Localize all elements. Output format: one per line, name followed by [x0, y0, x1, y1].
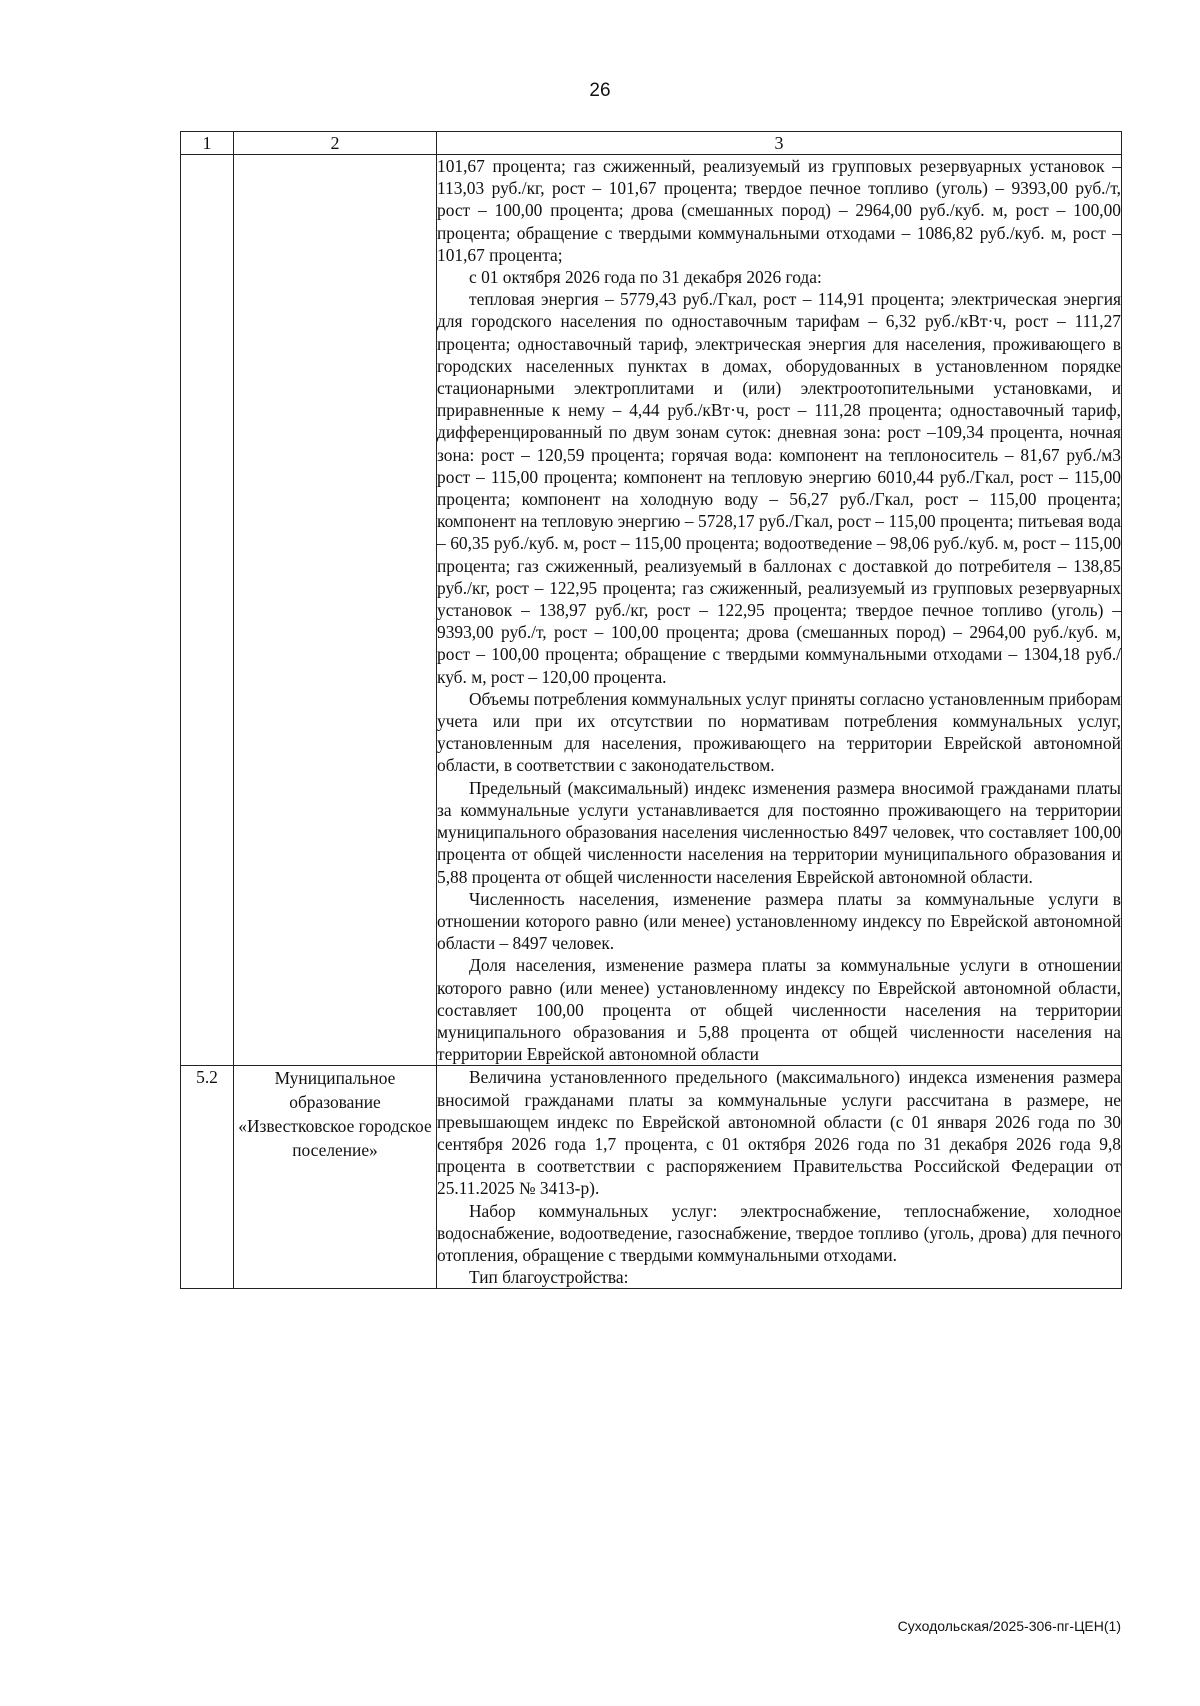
paragraph: 101,67 процента; газ сжиженный, реализуемый из групповых резервуарных установок – 113,03 руб./кг, рост – 101,67 процента; твердое печное топливо (уголь) – 9393,00 руб./т, рост – 100,00 процента; дрова (смешанных пород) – 2964,00 руб./куб. м, рост – 100,00 процента; обращение с твердыми коммунальными отходами – 1086,82 руб./куб. м, рост – 101,67 процента;: [437, 156, 1121, 265]
document-code: Суходольская/2025-306-пг-ЦЕН(1): [897, 1618, 1121, 1634]
paragraph: Предельный (максимальный) индекс изменения размера вносимой гражданами платы за коммунальные услуги устанавливается для постоянно проживающего на территории муниципального образования населения численностью 8497 человек, что составляет 100,00 процента от общей численности населения на территории муниципального образования и 5,88 процента от общей численности населения Еврейской автономной области.: [437, 777, 1121, 887]
page-number: 26: [589, 80, 611, 101]
paragraph: Доля населения, изменение размера платы за коммунальные услуги в отношении которого равно (или менее) установленному индексу по Еврейской автономной области, составляет 100,00 процента от общей численности населения на территории муниципального образования и 5,88 процента от общей численности населения на территории Еврейской автономной области: [437, 955, 1121, 1065]
row-5-2-text-cell: [437, 1066, 1122, 1289]
municipality-name: Муниципальное образование «Известковское городское поселение»: [234, 1066, 437, 1289]
tariff-table: [180, 131, 1122, 1289]
paragraph: тепловая энергия – 5779,43 руб./Гкал, рост – 114,91 процента; электрическая энергия для городского населения по одноставочным тарифам – 6,32 руб./кВт·ч, рост – 111,27 процента; одноставочный тариф, электрическая энергия для населения, проживающего в городских населенных пунктах в домах, оборудованных в установленном порядке стационарными электроплитами и (или) электроотопительными установками, и приравненные к нему – 4,44 руб./кВт·ч, рост – 111,28 процента; одноставочный тариф, дифференцированный по двум зонам суток: дневная зона: рост –109,34 процента, ночная зона: рост – 120,59 процента; горячая вода: компонент на теплоноситель – 81,67 руб./м3 рост – 115,00 процента; компонент на тепловую энергию 6010,44 руб./Гкал, рост – 115,00 процента; компонент на холодную воду – 56,27 руб./Гкал, рост – 115,00 процента; компонент на тепловую энергию – 5728,17 руб./Гкал, рост – 115,00 процента; питьевая вода – 60,35 руб./куб. м, рост – 115,00 процента; водоотведение – 98,06 руб./куб. м, рост – 115,00 процента; газ сжиженный, реализуемый в баллонах с доставкой до потребителя – 138,85 руб./кг, рост – 122,95 процента; газ сжиженный, реализуемый из групповых резервуарных установок – 138,97 руб./кг, рост – 122,95 процента; твердое печное топливо (уголь) – 9393,00 руб./т, рост – 100,00 процента; дрова (смешанных пород) – 2964,00 руб./куб. м, рост – 100,00 процента; обращение с твердыми коммунальными отходами – 1304,18 руб./куб. м, рост – 120,00 процента.: [437, 289, 1121, 687]
column-header-3: 3: [437, 132, 1122, 155]
row-number: 5.2: [181, 1066, 234, 1289]
paragraph: Объемы потребления коммунальных услуг приняты согласно установленным приборам учета или при их отсутствии по нормативам потребления коммунальных услуг, установленным для населения, проживающего на территории Еврейской автономной области, в соответствии с законодательством.: [437, 688, 1121, 776]
table-row-continuation: [181, 155, 1122, 1066]
paragraph: Величина установленного предельного (максимального) индекса изменения размера вносимой гражданами платы за коммунальные услуги рассчитана в размере, не превышающем индекс по Еврейской автономной области (с 01 января 2026 года по 30 сентября 2026 года 1,7 процента, с 01 октября 2026 года по 31 декабря 2026 года 9,8 процента в соответствии с распоряжением Правительства Российской Федерации от 25.11.2025 № 3413-р).: [437, 1067, 1121, 1199]
paragraph: Набор коммунальных услуг: электроснабжение, теплоснабжение, холодное водоснабжение, водоотведение, газоснабжение, твердое топливо (уголь, дрова) для печного отопления, обращение с твердыми коммунальными отходами.: [437, 1200, 1121, 1265]
paragraph: Численность населения, изменение размера платы за коммунальные услуги в отношении которого равно (или менее) установленному индексу по Еврейской автономной области – 8497 человек.: [437, 888, 1121, 954]
paragraph: Тип благоустройства:: [469, 1267, 629, 1288]
table-header-row: [181, 132, 1122, 155]
table-row-5-2: [181, 1066, 1122, 1289]
continuation-text-cell: [437, 155, 1122, 1066]
column-header-1: 1: [181, 132, 234, 155]
continuation-number-cell: [181, 155, 234, 1066]
period-heading: с 01 октября 2026 года по 31 декабря 2026 года:: [469, 267, 822, 288]
column-header-2: 2: [234, 132, 437, 155]
continuation-name-cell: [234, 155, 437, 1066]
